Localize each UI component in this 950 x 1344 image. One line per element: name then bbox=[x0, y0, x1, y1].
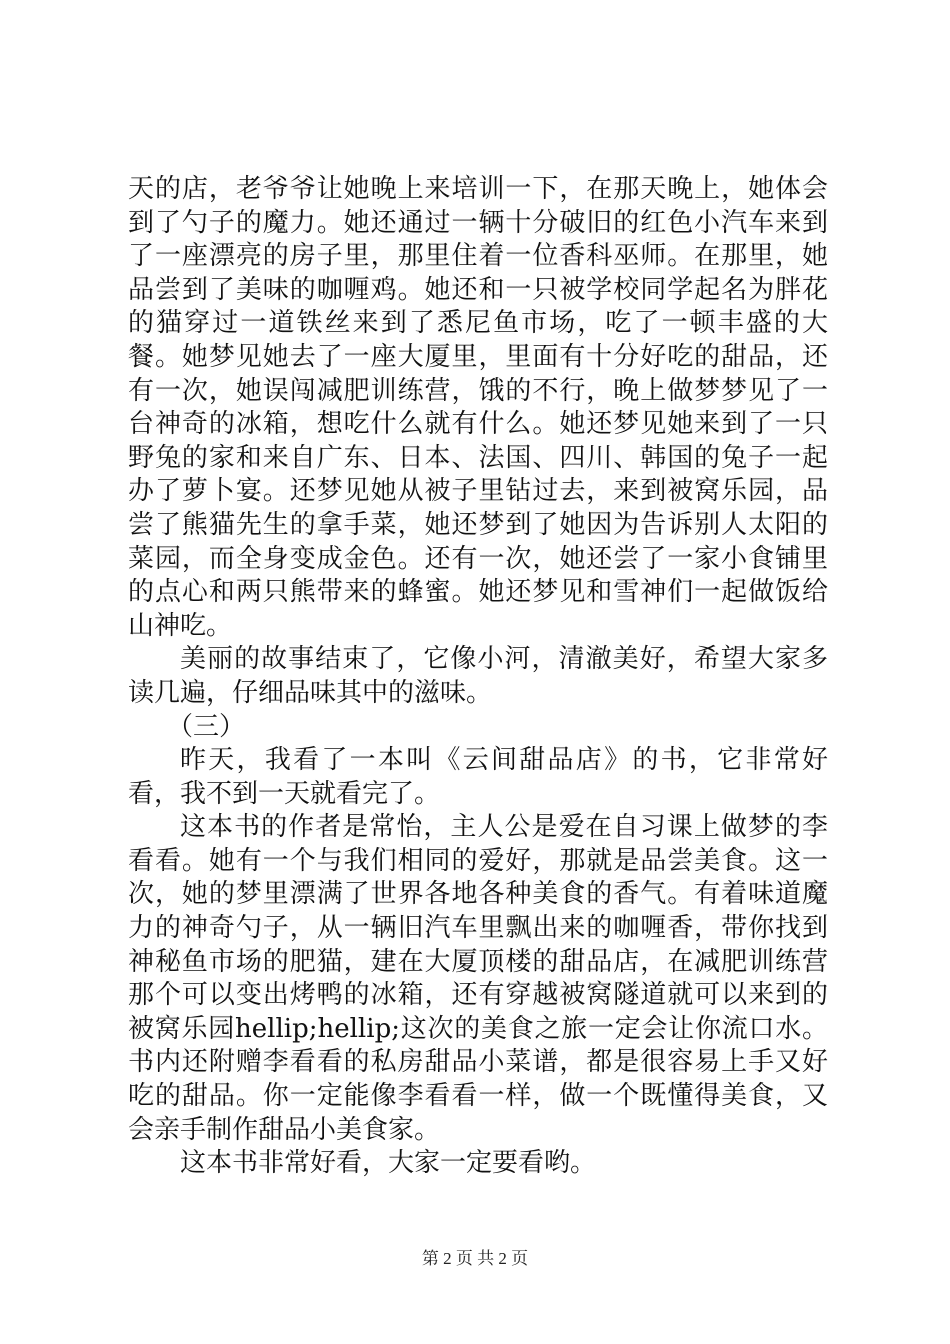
paragraph-story-ending: 美丽的故事结束了，它像小河，清澈美好，希望大家多读几遍，仔细品味其中的滋味。 bbox=[128, 644, 828, 708]
document-body bbox=[128, 173, 828, 1181]
paragraph-book-description: 这本书的作者是常怡，主人公是爱在自习课上做梦的李看看。她有一个与我们相同的爱好，那就是品尝美食。这一次，她的梦里漂满了世界各地各种美食的香气。有着味道魔力的神奇勺子，从一辆旧汽车里飘出来的咖喱香，带你找到神秘鱼市场的肥猫，建在大厦顶楼的甜品店，在减肥训练营那个可以变出烤鸭的冰箱，还有穿越被窝隧道就可以来到的被窝乐园hellip;hellip;这次的美食之旅一定会让你流口水。书内还附赠李看看的私房甜品小菜谱，都是很容易上手又好吃的甜品。你一定能像李看看一样，做一个既懂得美食，又会亲手制作甜品小美食家。 bbox=[128, 812, 828, 1145]
paragraph-story-summary: 天的店，老爷爷让她晚上来培训一下，在那天晚上，她体会到了勺子的魔力。她还通过一辆十分破旧的红色小汽车来到了一座漂亮的房子里，那里住着一位香科巫师。在那里，她品尝到了美味的咖喱鸡。她还和一只被学校同学起名为胖花的猫穿过一道铁丝来到了悉尼鱼市场，吃了一顿丰盛的大餐。她梦见她去了一座大厦里，里面有十分好吃的甜品，还有一次，她误闯减肥训练营，饿的不行，晚上做梦梦见了一台神奇的冰箱，想吃什么就有什么。她还梦见她来到了一只野兔的家和来自广东、日本、法国、四川、韩国的兔子一起办了萝卜宴。还梦见她从被子里钻过去，来到被窝乐园，品尝了熊猫先生的拿手菜，她还梦到了她因为告诉别人太阳的菜园，而全身变成金色。还有一次，她还尝了一家小食铺里的点心和两只熊带来的蜂蜜。她还梦见和雪神们一起做饭给山神吃。 bbox=[128, 174, 828, 641]
paragraph-conclusion: 这本书非常好看，大家一定要看哟。 bbox=[180, 1148, 597, 1179]
section-heading-three: （三） bbox=[167, 711, 246, 742]
paragraph-intro: 昨天，我看了一本叫《云间甜品店》的书，它非常好看，我不到一天就看完了。 bbox=[128, 745, 828, 809]
page-number-footer: 第 2 页 共 2 页 bbox=[421, 1249, 529, 1268]
